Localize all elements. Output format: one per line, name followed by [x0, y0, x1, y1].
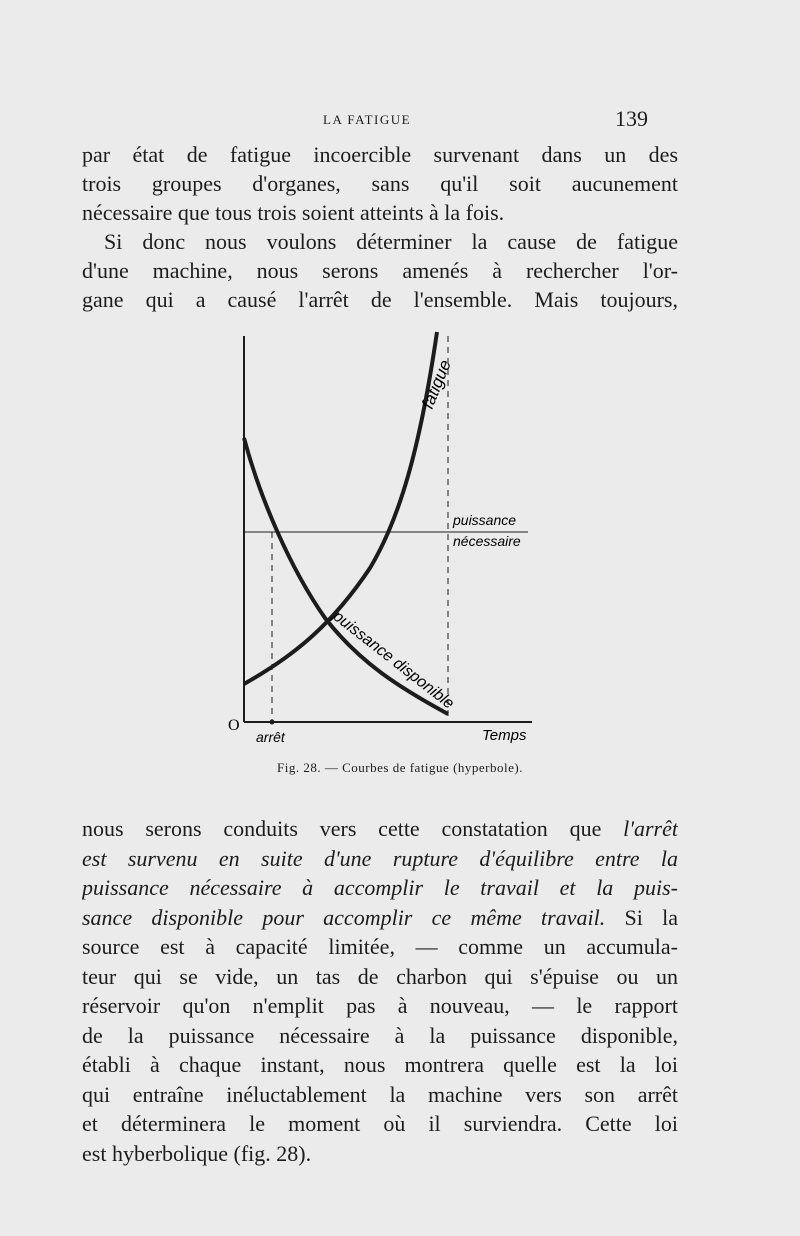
- text-line: gane qui a causé l'arrêt de l'ensemble. Mais toujours,: [82, 287, 678, 312]
- fatigue-curve-label: fatigue: [418, 357, 455, 412]
- text-line: teur qui se vide, un tas de charbon qui s'épuise ou un: [82, 963, 678, 989]
- stop-label: arrêt: [256, 729, 285, 745]
- fatigue-curves-figure: [220, 328, 550, 758]
- text-line: [82, 844, 678, 874]
- text-run-italic: l'arrêt: [623, 816, 678, 841]
- text-line: trois groupes d'organes, sans qu'il soit aucunement: [82, 171, 678, 196]
- origin-label: O: [228, 717, 240, 734]
- text-line: source est à capacité limitée, — comme un accumula-: [82, 934, 678, 959]
- text-line: Si donc nous voulons déterminer la cause de fatigue: [104, 229, 678, 254]
- text-line: réservoir qu'on n'emplit pas à nouveau, — le rapport: [82, 993, 678, 1018]
- paragraph-top: [82, 140, 678, 314]
- text-run: Si la: [605, 904, 678, 930]
- fatigue-curve: [244, 332, 437, 684]
- text-line: par état de fatigue incoercible survenant dans un des: [82, 142, 678, 167]
- available-power-label: puissance disponible: [329, 607, 458, 713]
- stop-point: [270, 720, 275, 725]
- fatigue-diagram: [220, 328, 550, 758]
- text-run: nous serons conduits vers cette constatation que: [82, 816, 624, 841]
- text-line: qui entraîne inéluctablement la machine vers son arrêt: [82, 1081, 678, 1107]
- required-power-label-line1: puissance: [453, 512, 517, 528]
- paragraph-bottom: [82, 814, 678, 1168]
- required-power-label-line2: nécessaire: [453, 533, 521, 549]
- text-line: est hyberbolique (fig. 28).: [82, 1140, 312, 1166]
- text-line: [82, 903, 678, 933]
- text-line: de la puissance nécessaire à la puissance disponible,: [82, 1022, 678, 1048]
- text-line: [82, 873, 678, 903]
- running-head: [0, 106, 800, 134]
- text-line: nécessaire que tous trois soient atteints à la fois.: [82, 200, 505, 225]
- text-line: et déterminera le moment où il surviendra. Cette loi: [82, 1111, 678, 1136]
- page-number: 139: [615, 106, 648, 131]
- text-run-italic: est survenu en suite d'une rupture d'équilibre entre la: [82, 845, 678, 871]
- text-line: d'une machine, nous serons amenés à rechercher l'or-: [82, 258, 678, 283]
- figure-caption: Fig. 28. — Courbes de fatigue (hyperbole).: [277, 760, 523, 775]
- text-run-italic: sance disponible pour accomplir ce même travail.: [82, 904, 606, 930]
- text-line: [82, 814, 678, 844]
- text-line: établi à chaque instant, nous montrera quelle est la loi: [82, 1052, 678, 1077]
- x-axis-label: Temps: [482, 727, 527, 744]
- text-run-italic: puissance nécessaire à accomplir le travail et la puis-: [82, 875, 678, 900]
- running-title: LA FATIGUE: [323, 112, 412, 127]
